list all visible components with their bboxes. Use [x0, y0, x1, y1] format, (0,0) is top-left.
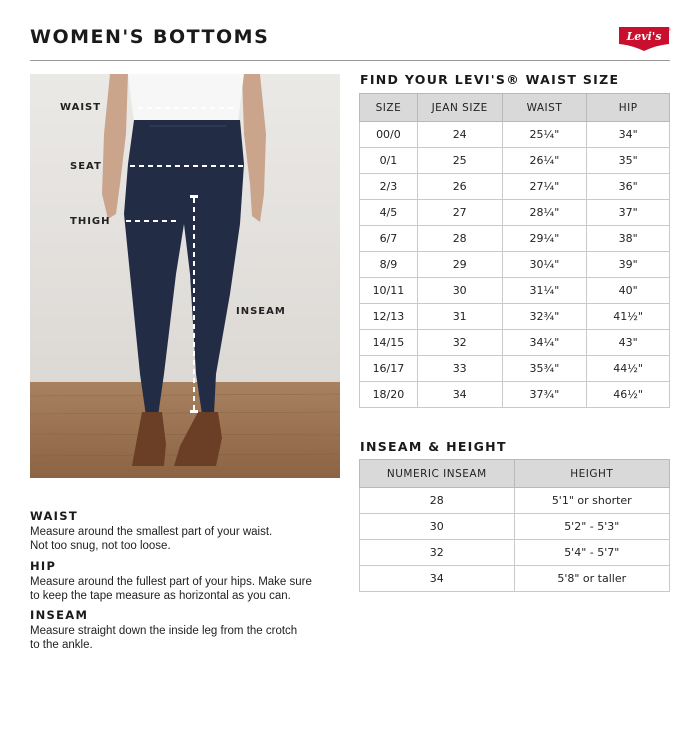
- column-header: HEIGHT: [514, 460, 669, 488]
- table-row: [360, 488, 670, 514]
- table-row: [360, 226, 670, 252]
- table-cell: 29¼": [502, 226, 587, 252]
- title-divider: [30, 60, 670, 61]
- table-cell: 34: [360, 566, 515, 592]
- inseam-label: INSEAM: [236, 306, 286, 317]
- table-cell: 37¾": [502, 382, 587, 408]
- table-cell: 28: [360, 488, 515, 514]
- table-row: [360, 514, 670, 540]
- instruction-text: Measure straight down the inside leg from the crotch to the ankle.: [30, 625, 298, 651]
- table-cell: 5'2" - 5'3": [514, 514, 669, 540]
- table-row: [360, 330, 670, 356]
- hip-instruction: [30, 559, 350, 603]
- table-row: [360, 382, 670, 408]
- table-cell: 41½": [587, 304, 670, 330]
- waist-label: WAIST: [60, 102, 102, 113]
- table-cell: 40": [587, 278, 670, 304]
- table-cell: 34¼": [502, 330, 587, 356]
- table-cell: 00/0: [360, 122, 418, 148]
- table-cell: 34": [587, 122, 670, 148]
- table-row: [360, 200, 670, 226]
- table-row: [360, 148, 670, 174]
- table-row: [360, 278, 670, 304]
- table-cell: 27¼": [502, 174, 587, 200]
- page-title: WOMEN'S BOTTOMS: [30, 26, 270, 48]
- table-cell: 26: [417, 174, 502, 200]
- measurement-photo: [30, 74, 340, 478]
- table-cell: 8/9: [360, 252, 418, 278]
- table-cell: 31¼": [502, 278, 587, 304]
- table-cell: 18/20: [360, 382, 418, 408]
- table-cell: 10/11: [360, 278, 418, 304]
- table-cell: 44½": [587, 356, 670, 382]
- table-cell: 33: [417, 356, 502, 382]
- waist-size-title: FIND YOUR LEVI'S® WAIST SIZE: [360, 72, 620, 87]
- instruction-text: Measure around the smallest part of your waist. Not too snug, not too loose.: [30, 526, 273, 552]
- table-cell: 28: [417, 226, 502, 252]
- svg-text:®: ®: [667, 27, 671, 32]
- column-header: JEAN SIZE: [417, 94, 502, 122]
- table-cell: 5'8" or taller: [514, 566, 669, 592]
- table-cell: 26¼": [502, 148, 587, 174]
- levis-logo: [617, 24, 671, 52]
- table-cell: 0/1: [360, 148, 418, 174]
- instruction-heading: HIP: [30, 559, 57, 573]
- table-cell: 5'4" - 5'7": [514, 540, 669, 566]
- table-cell: 30: [360, 514, 515, 540]
- inseam-height-title: INSEAM & HEIGHT: [360, 439, 507, 454]
- table-row: [360, 252, 670, 278]
- table-cell: 4/5: [360, 200, 418, 226]
- table-row: [360, 540, 670, 566]
- table-cell: 12/13: [360, 304, 418, 330]
- table-cell: 30: [417, 278, 502, 304]
- table-row: [360, 122, 670, 148]
- table-row: [360, 174, 670, 200]
- column-header: NUMERIC INSEAM: [360, 460, 515, 488]
- column-header: HIP: [587, 94, 670, 122]
- inseam-instruction: [30, 608, 350, 652]
- table-cell: 43": [587, 330, 670, 356]
- table-row: [360, 356, 670, 382]
- table-cell: 39": [587, 252, 670, 278]
- thigh-label: THIGH: [70, 216, 111, 227]
- table-cell: 16/17: [360, 356, 418, 382]
- instruction-text: Measure around the fullest part of your hips. Make sure to keep the tape measure as horizontal as you can.: [30, 576, 312, 602]
- column-header: SIZE: [360, 94, 418, 122]
- table-cell: 46½": [587, 382, 670, 408]
- table-row: [360, 566, 670, 592]
- table-cell: 14/15: [360, 330, 418, 356]
- table-cell: 32: [360, 540, 515, 566]
- table-cell: 30¼": [502, 252, 587, 278]
- table-cell: 36": [587, 174, 670, 200]
- table-cell: 25: [417, 148, 502, 174]
- table-cell: 37": [587, 200, 670, 226]
- instruction-heading: WAIST: [30, 509, 78, 523]
- table-cell: 25¼": [502, 122, 587, 148]
- table-cell: 2/3: [360, 174, 418, 200]
- seat-label: SEAT: [70, 161, 102, 172]
- table-cell: 6/7: [360, 226, 418, 252]
- table-cell: 31: [417, 304, 502, 330]
- table-cell: 34: [417, 382, 502, 408]
- table-cell: 29: [417, 252, 502, 278]
- logo-text: Levi's: [626, 30, 662, 43]
- instruction-heading: INSEAM: [30, 608, 89, 622]
- table-cell: 32¾": [502, 304, 587, 330]
- waist-size-table: [359, 93, 670, 408]
- table-cell: 27: [417, 200, 502, 226]
- table-cell: 24: [417, 122, 502, 148]
- inseam-height-table: [359, 459, 670, 592]
- table-cell: 28¼": [502, 200, 587, 226]
- table-row: [360, 304, 670, 330]
- column-header: WAIST: [502, 94, 587, 122]
- table-cell: 35": [587, 148, 670, 174]
- table-cell: 38": [587, 226, 670, 252]
- waist-instruction: [30, 509, 350, 553]
- table-cell: 32: [417, 330, 502, 356]
- table-cell: 35¾": [502, 356, 587, 382]
- table-cell: 5'1" or shorter: [514, 488, 669, 514]
